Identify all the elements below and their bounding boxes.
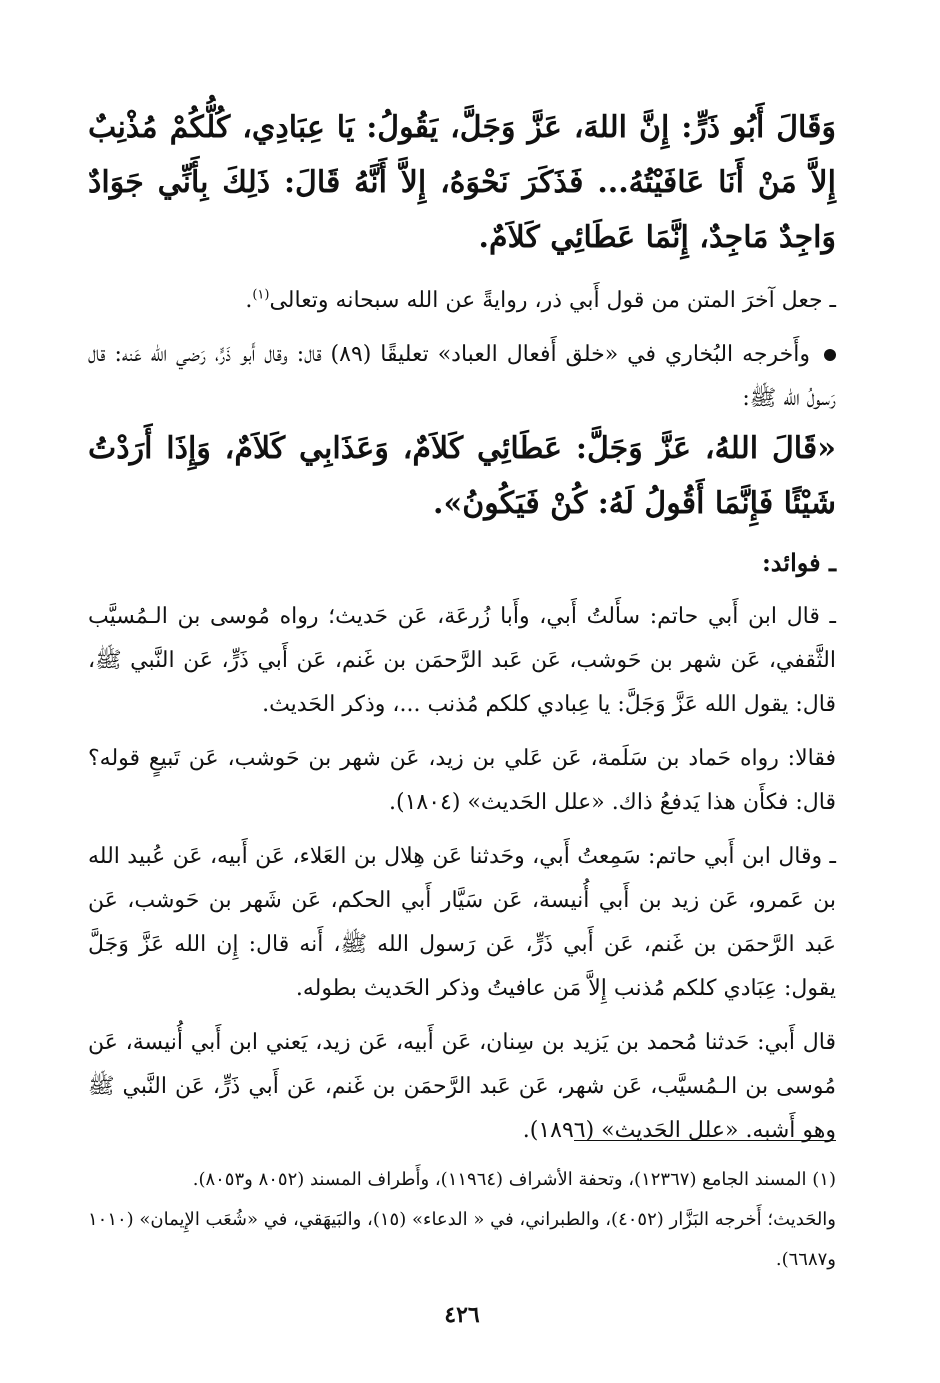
ilal-paragraph-2: فقالا: رواه حَماد بن سَلَمة، عَن عَلي بن زيد، عَن شهر بن حَوشب، عَن تَبيعٍ قوله؟ قال: فكأَن هذا يَدفعُ ذاك. «علل الحَديث» (١٨٠٤).: [88, 746, 836, 815]
note-period: .: [245, 288, 253, 313]
footnote-1-continued: والحَديث؛ أَخرجه البَزَّار (٤٠٥٢)، والطبراني، في « الدعاء» (١٥)، والبَيهَقي، في «شُعَب الإِيمان» (١٠١٠ و٦٦٨٧).: [88, 1209, 836, 1270]
hadith-text-abu-dharr: وَقَالَ أَبُو ذَرٍّ: إِنَّ اللهَ، عَزَّ وَجَلَّ، يَقُولُ: يَا عِبَادِي، كُلُّكُمْ مُذْنِبٌ إِلاَّ مَنْ أَنَا عَافَيْتُهُ... فَذَكَرَ نَحْوَهُ، إِلاَّ أَنَّهُ قَالَ: ذَلِكَ بِأَنِّي جَوَادٌ وَاجِدٌ مَاجِدٌ، إِنَّمَا عَطَائِي كَلاَمٌ.: [88, 110, 836, 255]
footnote-ref-1[interactable]: (١): [252, 287, 270, 303]
bullet-icon: [824, 349, 836, 361]
ilal-paragraph-4: قال أَبي: حَدثنا مُحمد بن يَزيد بن سِنان، عَن أَبيه، عَن زيد، يَعني ابن أَبي أُنيسة، عَن مُوسى بن الـمُسيَّب، عَن شهر، عَن عَبد الرَّحمَن بن غَنم، عَن أَبي ذَرٍّ، عَن النَّبي ﷺ وهو أَشبه. «علل الحَديث» (١٨٩٦).: [88, 1030, 836, 1143]
hadith-text-qudsi: «قَالَ اللهُ، عَزَّ وَجَلَّ: عَطَائِي كَلاَمٌ، وَعَذَابِي كَلاَمٌ، وَإِذَا أَرَدْتُ شَيْئًا فَإِنَّمَا أَقُولُ لَهُ: كُنْ فَيَكُونُ».: [88, 431, 836, 521]
book-page: [88, 100, 836, 1343]
bukhari-takhrij-text: وأَخرجه البُخاري في «خلق أَفعال العباد» تعليقًا (٨٩) قال: وقال أَبو ذَرٍّ، رَضي الله عَنه: قال رَسولُ الله ﷺ:: [88, 342, 836, 411]
footnotes: [88, 1160, 836, 1280]
ilal-paragraph-3: ـ وقال ابن أَبي حاتم: سَمِعتُ أَبي، وحَدثنا عَن هِلال بن العَلاء، عَن أَبيه، عَن عُبيد الله بن عَمرو، عَن زيد بن أَبي أُنيسة، عَن سَيَّار أَبي الحكم، عَن شَهر بن حَوشب، عَن عَبد الرَّحمَن بن غَنم، عَن أَبي ذَرٍّ، عَن رَسول الله ﷺ، أَنه قال: إِن الله عَزَّ وَجَلَّ يقول: عِبَادي كلكم مُذنب إِلاَّ مَن عافيتُ وذكر الحَديث بطوله.: [88, 844, 836, 1001]
note-text: ـ جعل آخرَ المتن من قول أَبي ذر، روايةً عن الله سبحانه وتعالى: [269, 288, 836, 313]
note-end-of-matn: [88, 279, 836, 323]
footnote-divider: [574, 1140, 836, 1141]
ilal-paragraph-1: ـ قال ابن أَبي حاتم: سأَلتُ أَبي، وأَبا زُرعَة، عَن حَديث؛ رواه مُوسى بن الـمُسيَّب الثَّقفي، عَن شهر بن حَوشب، عَن عَبد الرَّحمَن بن غَنم، عَن أَبي ذَرٍّ، عَن النَّبي ﷺ، قال: يقول الله عَزَّ وَجَلَّ: يا عِبادي كلكم مُذنب ...، وذكر الحَديث.: [88, 604, 836, 717]
bukhari-takhrij: [88, 333, 836, 421]
page-number: ٤٢٦: [444, 1302, 480, 1328]
footnote-1: (١) المسند الجامع (١٢٣٦٧)، وتحفة الأشراف (١١٩٦٤)، وأَطراف المسند (٨٠٥٢ و٨٠٥٣).: [192, 1169, 836, 1190]
section-heading-fawaid: ـ فوائد:: [761, 548, 836, 577]
